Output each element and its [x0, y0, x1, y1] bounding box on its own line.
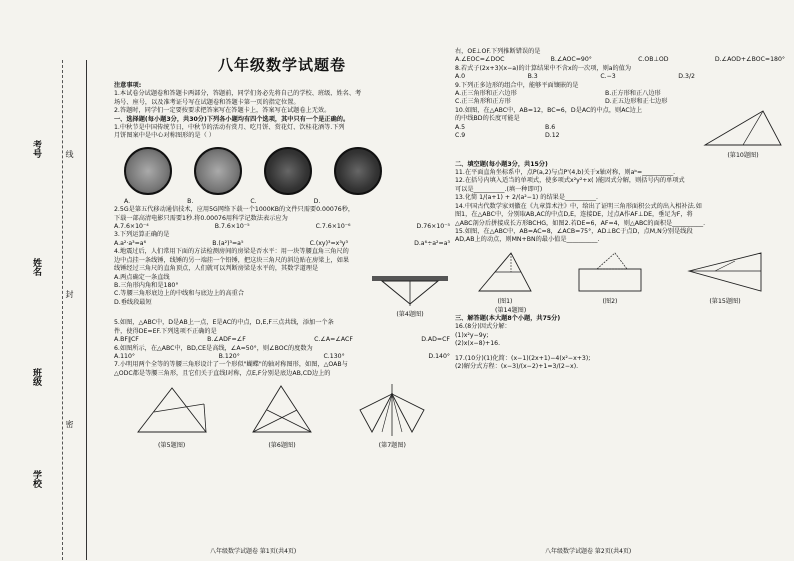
- option: C.7.6×10⁻⁶: [315, 223, 351, 231]
- section-2-heading: 二、填空题(每小题3分，共15分): [455, 160, 548, 168]
- option: A.5: [455, 123, 466, 131]
- level-figure: [370, 274, 450, 308]
- q7-options: [455, 56, 785, 64]
- seal-line-dashed: [62, 60, 63, 560]
- question-7-end: 右，OE⊥OF.下列推断错误的是: [455, 48, 541, 55]
- q8-options: [455, 73, 695, 81]
- option: B.120°: [218, 352, 240, 360]
- question-7-cont: △ODC都是等腰三角形，且它们关于直线l对称，点E,F分别是底边AB,CD边上的: [114, 369, 331, 377]
- option: A.110°: [114, 352, 135, 360]
- option: B.∠ADF=∠F: [207, 336, 246, 344]
- question-16-part: (1)x²y−9y;: [455, 331, 489, 339]
- question-7: 7.小明用两个全等的等腰三角形设计了一个形似"蝴蝶"的轴对称图形，如图，△OAB与: [114, 361, 348, 369]
- option: C.等腰三角形底边上的中线和与底边上的高重合: [114, 290, 245, 298]
- question-10: 10.如图，在△ABC中，AB=12，BC=6，D是AC的中点，则AC边上: [455, 106, 643, 114]
- option: D.3/2: [678, 73, 695, 81]
- rectangle-figure-14-2: [575, 249, 645, 295]
- question-16-part: (2)x(x−8)+16.: [455, 340, 501, 348]
- triangle-figure-10: [701, 107, 785, 149]
- mooncake-a-image: [124, 147, 172, 195]
- question-10-cont: 的中线BD的长度可能是: [455, 115, 520, 123]
- option: D.140°: [428, 352, 450, 360]
- figure-caption: (图1): [497, 298, 513, 306]
- option: D.∠AOD+∠BOC=180°: [714, 56, 785, 64]
- option: A.∠EOC=∠DOC: [455, 56, 505, 64]
- question-15-cont: AD,AB上的动点，则MN+BN的最小值是__________.: [455, 236, 600, 244]
- seal-mark-mi: 密: [65, 420, 74, 428]
- option: C.−3: [600, 73, 616, 81]
- figure-14-2: [575, 249, 645, 307]
- mooncake-d-image: [334, 147, 382, 195]
- question-4-cont: 线锤经过三角尺的直角顶点，人们就可以判断房梁是水平的，其数学道理是: [114, 265, 319, 273]
- mooncake-b-image: [194, 147, 242, 195]
- question-4-cont: 边中点挂一条线锤，线锤的另一端挂一个铅锤，把这块三角尺的斜边贴在房梁上，如果: [114, 256, 350, 264]
- option: C.130°: [323, 352, 345, 360]
- figure-caption: (第5题图): [157, 441, 186, 449]
- question-5-cont: 件，使得DE=EF.下列选项不正确的是: [114, 327, 217, 335]
- option: C.OB⊥OD: [638, 56, 669, 64]
- question-12: 12.在括号内填入适当的单项式，使多项式x²y²+x( )能因式分解，则括号内的单项式: [455, 177, 685, 185]
- figure-7: [352, 382, 432, 450]
- notice-heading: 注意事项:: [114, 82, 142, 89]
- page-title: 八年级数学试题卷: [217, 56, 346, 74]
- footer-page-1: 八年级数学试题卷 第1页(共4页): [210, 548, 297, 555]
- option: C.(xy)³=x³y³: [309, 239, 348, 247]
- option: D.垂线段最短: [114, 298, 152, 306]
- question-1-cont: 月饼图案中是中心对称图形的是（ ）: [114, 132, 215, 140]
- notice-line: 场号、座号，以及准考证号写在试题卷和答题卡第一页的指定位置。: [114, 98, 300, 106]
- left-page: [114, 30, 450, 450]
- figure-4: [370, 274, 450, 320]
- question-11: 11.在平面直角坐标系中，点P(a,2)与点P'(4,b)关于x轴对称，则aᵇ=__________.: [455, 169, 676, 177]
- question-16: 16.(8分)因式分解：: [455, 323, 511, 331]
- option: B.正方形和正八边形: [605, 90, 661, 98]
- footer-page-2: 八年级数学试题卷 第2页(共4页): [545, 548, 632, 555]
- figure-14-1: [475, 249, 535, 307]
- question-14-cont: △ABC剖分后拼接成长方形BCHG，如图2.若DE=6，AF=4，则△ABC的面积是__________.: [455, 219, 706, 227]
- right-page: [455, 48, 785, 371]
- option: D.正五边形和正七边形: [605, 98, 668, 106]
- section-1-heading: 一、选择题(每小题3分，共30分)下列各小题均有四个选项，其中只有一个是正确的。: [114, 115, 350, 123]
- option: D.: [313, 197, 321, 205]
- question-12-cont: 可以是__________.(填一种即可): [455, 185, 543, 193]
- question-2: 2.5G是第五代移动通信技术，应用5G网络下载一个1000KB的文件只需要0.00076秒，: [114, 206, 355, 214]
- question-13: 13.化简 1/(a+1) + 2/(a²−1) 的结果是__________.: [455, 194, 598, 202]
- option: B.(a²)³=a⁵: [212, 239, 244, 247]
- option: B.3: [527, 73, 538, 81]
- option: A.7.6×10⁻⁴: [114, 223, 149, 231]
- option: D.AD=CF: [421, 336, 450, 344]
- exam-number-label: 考号: [31, 140, 41, 158]
- option: A.a²·a³=a⁶: [114, 239, 147, 247]
- question-14: 14.中国古代数学家刘徽在《九章算术注》中，给出了证明三角形面积公式的出入相补法.如: [455, 202, 702, 210]
- option: B.6: [545, 123, 556, 131]
- question-17: 17.(10分)(1)化简：(x−1)(2x+1)−4(x²−x+3);: [455, 354, 591, 362]
- figure-10: [701, 107, 785, 161]
- butterfly-figure-7: [352, 382, 432, 438]
- notice-line: 1.本试卷分试题卷和答题卡两部分，答题前，同学们务必先将自己的学校、班级、姓名、考: [114, 90, 362, 98]
- figure-caption: (第10题图): [727, 152, 759, 160]
- figure-caption: (第15题图): [709, 298, 741, 306]
- name-label: 姓名: [31, 258, 41, 276]
- seal-line-solid: [86, 60, 87, 560]
- q5-options: [114, 336, 450, 344]
- question-15: 15.如图，在△ABC中，AB=AC=8，∠ACB=75°，AD⊥BC于点D，点M,N分别是线段: [455, 227, 693, 235]
- binding-strip: [0, 0, 112, 561]
- option: A.: [124, 197, 131, 205]
- question-4: 4.地震过后，人们常用下面的方法检测房间的房梁是否水平：用一块等腰直角三角尺的: [114, 248, 349, 256]
- q10-options: [455, 124, 642, 141]
- option: C.: [250, 197, 257, 205]
- q1-options: [124, 198, 450, 206]
- option: A.两点确定一条直线: [114, 273, 170, 281]
- question-9: 9.下列正多边形的组合中，能够平面镶嵌的是: [455, 81, 579, 89]
- section-3-heading: 三、解答题(本大题8个小题，共75分): [455, 314, 561, 322]
- seal-mark-xian: 线: [65, 150, 74, 158]
- option: C.∠A=∠ACF: [314, 336, 353, 344]
- option: A.0: [455, 73, 466, 81]
- triangle-figure-14-1: [475, 249, 535, 295]
- figure-15: [685, 249, 765, 307]
- option: D.76×10⁻⁵: [416, 223, 450, 231]
- question-8: 8.若式子(2x+3)(x−a)的计算结果中不含x的一次项，则a的值为: [455, 64, 632, 72]
- q10-block: [455, 107, 785, 161]
- figures-5-7: [114, 382, 450, 450]
- figure-caption: (第7题图): [378, 441, 406, 449]
- figure-caption: (第14题图): [495, 306, 527, 314]
- triangle-figure-15: [685, 249, 765, 295]
- question-3: 3.下列运算正确的是: [114, 231, 170, 239]
- triangle-figure-6: [247, 382, 317, 438]
- option: B.三角形内角和是180°: [114, 281, 179, 289]
- option: C.正三角形和正方形: [455, 98, 511, 106]
- question-6: 6.如图所示，在△ABC中，BD,CE是高线，∠A=50°，则∠BOC的度数为: [114, 344, 313, 352]
- figures-14-15: [455, 249, 785, 307]
- mooncake-c-image: [264, 147, 312, 195]
- question-14-cont: 图1，在△ABC中，分别取AB,AC的中点D,E，连接DE，过点A作AF⊥DE，垂足为F，将: [455, 211, 693, 219]
- option: D.12: [545, 132, 560, 140]
- figure-caption: (第6题图): [268, 441, 296, 449]
- option: B.7.6×10⁻⁵: [214, 223, 250, 231]
- class-label: 班级: [31, 368, 41, 386]
- question-5: 5.如图，△ABC中，D是AB上一点，E是AC的中点，D,E,F三点共线，添加一个条: [114, 319, 334, 327]
- q9-options: [455, 90, 785, 107]
- question-2-cont: 下载一部高清电影只需要1秒.将0.00076用科学记数法表示应为: [114, 214, 288, 222]
- mooncake-images: [124, 147, 450, 195]
- figure-5: [132, 382, 212, 450]
- notice-line: 2.答题时，同学们一定要按要求把答案写在答题卡上，答案写在试题卷上无效。: [114, 107, 331, 115]
- school-label: 学校: [31, 470, 41, 488]
- option: D.a⁶÷a²=a³: [414, 239, 450, 247]
- figure-caption: (图2): [602, 298, 618, 306]
- q4-block: [114, 274, 450, 320]
- question-1: 1.中秋节是中国传统节日，中秋节的活动有赏月、吃月饼、赏花灯、饮桂花酒等.下列: [114, 124, 345, 132]
- option: A.BF∥CF: [114, 336, 139, 344]
- option: B.∠AOC=90°: [550, 56, 592, 64]
- option: B.: [187, 197, 194, 205]
- option: A.正三角形和正六边形: [455, 90, 517, 98]
- seal-mark-feng: 封: [65, 290, 74, 298]
- triangle-figure-5: [132, 382, 212, 438]
- option: C.9: [455, 132, 466, 140]
- question-17-part: (2)解分式方程：(x−3)/(x−2)+1=3/(2−x).: [455, 362, 579, 370]
- figure-caption: (第4题图): [396, 310, 424, 318]
- figure-6: [247, 382, 317, 450]
